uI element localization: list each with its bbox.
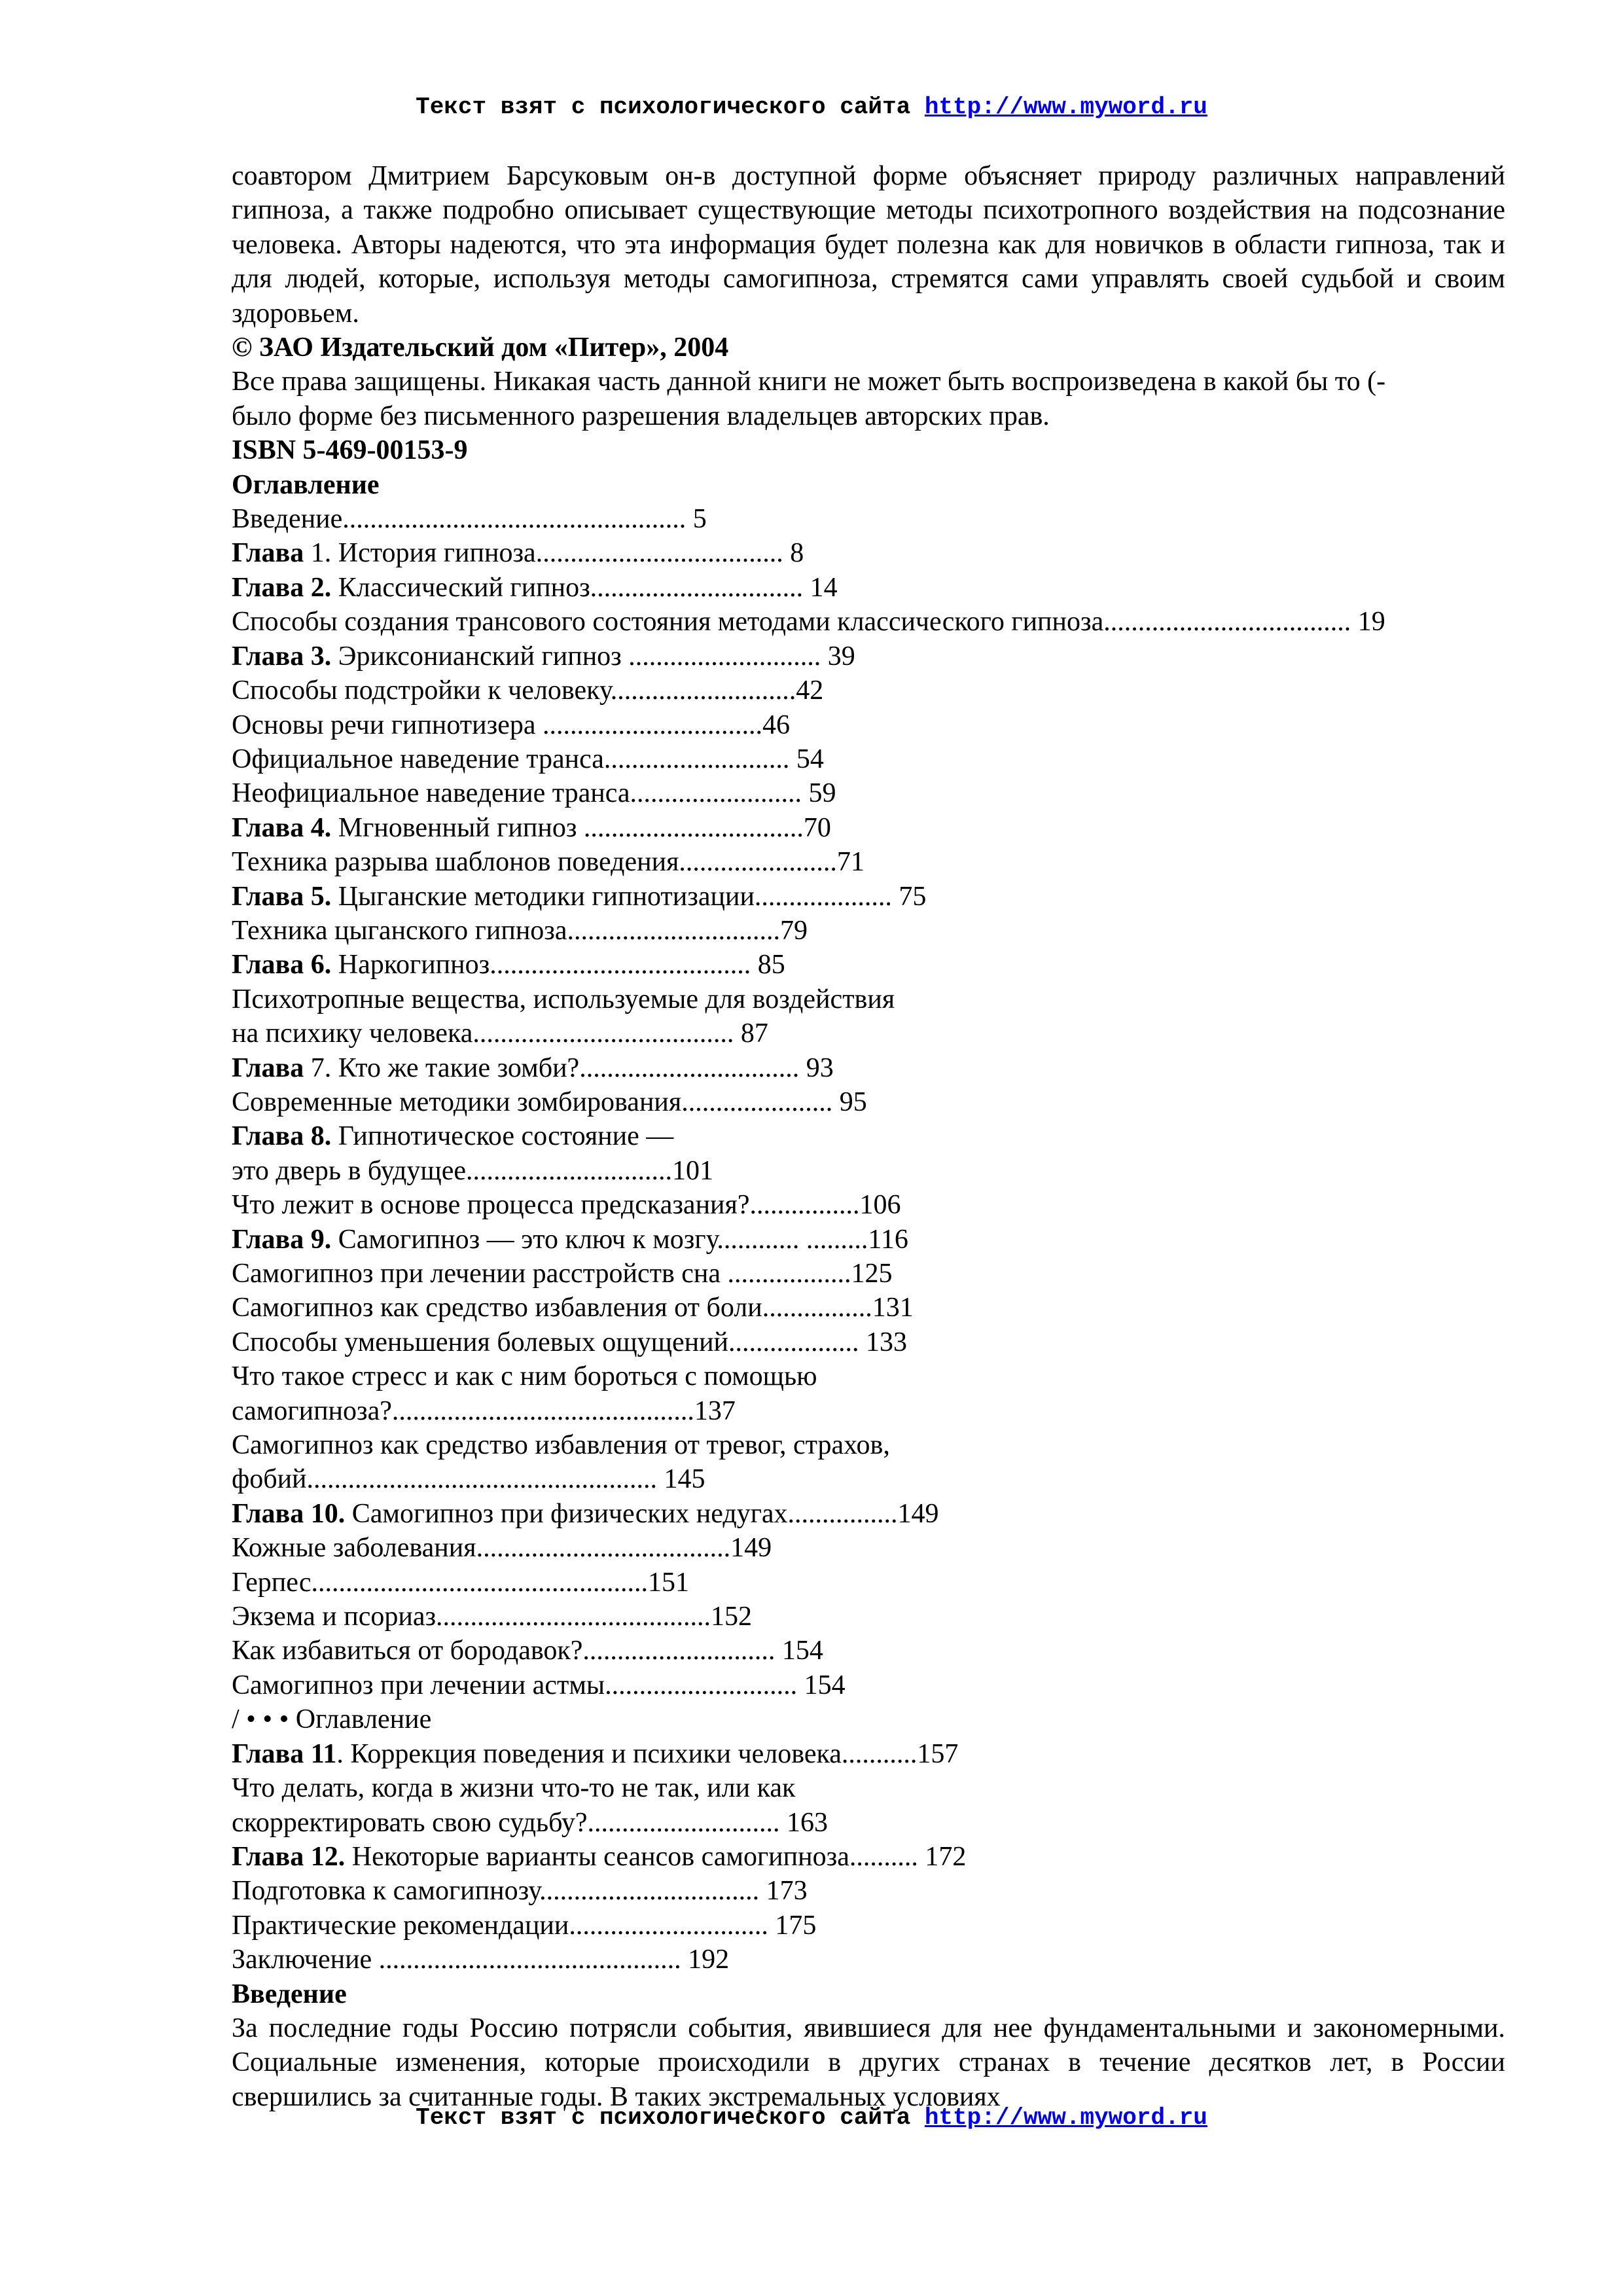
running-head (232, 1702, 1505, 1736)
toc-entry-text: Кожные заболевания.....................................149 (232, 1533, 772, 1564)
toc-entry (232, 1600, 1505, 1634)
toc-entry-text: Экзема и псориаз........................................152 (232, 1602, 753, 1632)
toc-title: Оглавление (232, 469, 380, 500)
toc-entry-text: Гипнотическое состояние — (331, 1121, 674, 1152)
copyright-line: © ЗАО Издательский дом «Питер», 2004 (232, 332, 729, 363)
toc-entry (232, 1943, 1505, 1977)
toc-entry-text: Неофициальное наведение транса......................... 59 (232, 778, 836, 809)
toc-entry-text: Способы подстройки к человеку...........................42 (232, 675, 824, 706)
toc-entry (232, 605, 1505, 639)
toc-entry-text: Наркогипноз...................................... 85 (331, 950, 785, 980)
toc-entry-chapter-label: Глава 10. (232, 1498, 346, 1529)
footer-text: Текст взят с психологического сайта (416, 2104, 911, 2131)
toc-entry-chapter-label: Глава 11 (232, 1738, 337, 1769)
toc-entry-text: это дверь в будущее..............................101 (232, 1155, 714, 1186)
rights-line-2: было форме без письменного разрешения владельцев авторских прав. (232, 401, 1050, 431)
introduction-paragraph: За последние годы Россию потрясли события, явившиеся для нее фундаментальными и закономерными. Социальные изменения, которые происходили в других странах в течение десятков лет, в России свершились за считанные годы. В таких экстремальных условиях (232, 2013, 1505, 2112)
toc-entry-chapter-label: Глава (232, 538, 304, 569)
toc-entry-text: Самогипноз — это ключ к мозгу............ .........116 (331, 1224, 908, 1255)
toc-entry-text: 1. История гипноза.................................... 8 (304, 538, 804, 569)
toc-entry-text: Введение.................................................. 5 (232, 504, 707, 535)
toc-entry (232, 1223, 1505, 1257)
toc-entry-chapter-label: Глава 5. (232, 881, 332, 912)
intro-paragraph: соавтором Дмитрием Барсуковым он-в доступной форме объясняет природу различных направлений гипноза, а также подробно описывает существующие методы психотропного воздействия на подсознание человека. Авторы надеются, что эта информация будет полезна как для новичков в области гипноза, так и для людей, которые, используя методы самогипноза, стремятся сами управлять своей судьбой и своим здоровьем. (232, 161, 1505, 329)
toc-entry (232, 1634, 1505, 1668)
toc-entry (232, 1806, 1505, 1840)
toc-entry (232, 776, 1505, 810)
toc-entry (232, 880, 1505, 914)
toc-entry-text: Классический гипноз............................... 14 (331, 572, 838, 603)
toc-entry-text: Подготовка к самогипнозу................................ 173 (232, 1876, 808, 1907)
toc-entry-text: фобий................................................... 145 (232, 1464, 705, 1495)
toc-entry-text: Мгновенный гипноз ................................70 (331, 812, 831, 843)
introduction-title: Введение (232, 1979, 347, 2009)
toc-entry (232, 1531, 1505, 1565)
toc-entry (232, 1085, 1505, 1119)
toc-entry-text: Что лежит в основе процесса предсказания?................106 (232, 1190, 901, 1221)
running-head-text: Оглавление (295, 1704, 432, 1735)
toc-entry-text: Официальное наведение транса........................... 54 (232, 744, 824, 774)
toc-entry-text: Самогипноз при лечении расстройств сна ..................125 (232, 1259, 893, 1289)
toc-entry-text: Что делать, когда в жизни что-то не так, или как (232, 1773, 796, 1804)
toc-entry (232, 639, 1505, 673)
toc-entry-text: Самогипноз как средство избавления от тревог, страхов, (232, 1430, 890, 1461)
toc-entry-chapter-label: Глава 8. (232, 1121, 332, 1152)
toc-entry-text: Самогипноз при физических недугах................149 (345, 1498, 939, 1529)
toc-list (232, 502, 1505, 1702)
header-link[interactable]: http://www.myword.ru (924, 94, 1207, 120)
page-body (232, 159, 1505, 2114)
toc-entry-text: Заключение ............................................ 192 (232, 1945, 730, 1975)
rights-line-1: Все права защищены. Никакая часть данной книги не может быть воспроизведена в какой бы то (- (232, 367, 1386, 397)
running-head-mark: / • • • (232, 1704, 289, 1735)
toc-entry-text: . Коррекция поведения и психики человека...........157 (336, 1738, 959, 1769)
toc-entry-text: Самогипноз как средство избавления от боли................131 (232, 1293, 914, 1323)
toc-entry (232, 1394, 1505, 1428)
toc-entry (232, 811, 1505, 845)
toc-entry (232, 1291, 1505, 1325)
toc-entry (232, 1154, 1505, 1188)
toc-entry-text: Некоторые варианты сеансов самогипноза.......... 172 (345, 1841, 967, 1872)
toc-entry (232, 1668, 1505, 1702)
toc-entry (232, 1874, 1505, 1908)
page-header (0, 93, 1623, 122)
toc-entry (232, 845, 1505, 879)
toc-entry-chapter-label: Глава 9. (232, 1224, 332, 1255)
toc-entry (232, 1119, 1505, 1153)
toc-entry-text: Психотропные вещества, используемые для воздействия (232, 984, 895, 1014)
toc-entry-text: Самогипноз при лечении астмы............................ 154 (232, 1670, 846, 1700)
toc-entry (232, 536, 1505, 570)
toc-entry-chapter-label: Глава (232, 1052, 304, 1083)
toc-entry (232, 1257, 1505, 1291)
toc-entry-chapter-label: Глава 12. (232, 1841, 346, 1872)
toc-entry (232, 948, 1505, 982)
toc-entry (232, 708, 1505, 742)
toc-entry (232, 1016, 1505, 1050)
toc-entry-text: Техника разрыва шаблонов поведения.......................71 (232, 847, 865, 878)
toc-entry-text: Техника цыганского гипноза...............................79 (232, 915, 808, 946)
toc-entry-text: Современные методики зомбирования...................... 95 (232, 1086, 867, 1117)
toc-entry (232, 1428, 1505, 1462)
toc-entry (232, 1325, 1505, 1359)
toc-entry (232, 914, 1505, 948)
toc-entry (232, 1771, 1505, 1805)
toc-entry (232, 1737, 1505, 1771)
toc-entry (232, 742, 1505, 776)
toc-entry (232, 1359, 1505, 1393)
toc-entry (232, 1188, 1505, 1222)
toc-entry-text: самогипноза?............................................137 (232, 1395, 736, 1426)
toc-entry-text: Герпес.................................................151 (232, 1567, 690, 1598)
toc-entry (232, 1497, 1505, 1531)
toc-entry-chapter-label: Глава 3. (232, 641, 332, 672)
toc-entry-text: Что такое стресс и как с ним бороться с помощью (232, 1361, 817, 1392)
toc-entry-chapter-label: Глава 2. (232, 572, 332, 603)
toc-entry (232, 1840, 1505, 1874)
toc-entry-text: Эриксонианский гипноз ............................ 39 (331, 641, 855, 672)
toc-entry-chapter-label: Глава 4. (232, 812, 332, 843)
toc-entry (232, 571, 1505, 605)
toc-entry-text: Способы уменьшения болевых ощущений................... 133 (232, 1327, 908, 1357)
page-footer (0, 2104, 1623, 2132)
toc-entry-text: Способы создания трансового состояния методами классического гипноза.................................... 19 (232, 607, 1385, 637)
toc-entry (232, 1051, 1505, 1085)
header-text: Текст взят с психологического сайта (416, 94, 911, 120)
footer-link[interactable]: http://www.myword.ru (924, 2104, 1207, 2131)
toc-entry-text: Цыганские методики гипнотизации.................... 75 (331, 881, 927, 912)
isbn-line: ISBN 5-469-00153-9 (232, 435, 468, 466)
toc-entry-text: Практические рекомендации............................. 175 (232, 1910, 817, 1941)
toc-entry (232, 1909, 1505, 1943)
toc-entry (232, 673, 1505, 708)
toc-entry (232, 502, 1505, 536)
toc-entry (232, 1462, 1505, 1496)
toc-entry-text: 7. Кто же такие зомби?................................ 93 (304, 1052, 834, 1083)
toc-entry-text: скорректировать свою судьбу?............................ 163 (232, 1807, 829, 1838)
toc-list-continued (232, 1737, 1505, 1977)
toc-entry-text: на психику человека...................................... 87 (232, 1018, 768, 1049)
toc-entry-chapter-label: Глава 6. (232, 950, 332, 980)
toc-entry-text: Как избавиться от бородавок?............................ 154 (232, 1636, 823, 1666)
toc-entry (232, 1566, 1505, 1600)
toc-entry-text: Основы речи гипнотизера ................................46 (232, 709, 791, 740)
toc-entry (232, 982, 1505, 1016)
